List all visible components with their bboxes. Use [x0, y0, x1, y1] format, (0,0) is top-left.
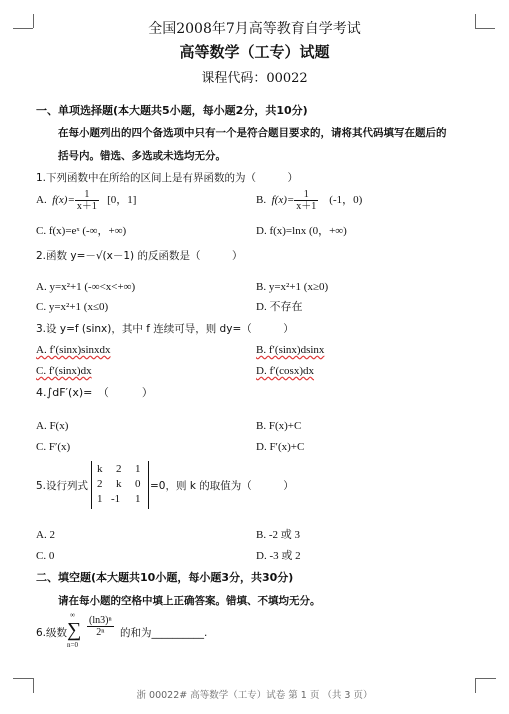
q5-stem-prefix: 5.设行列式 [36, 480, 89, 492]
det-cell: 0 [135, 478, 141, 490]
q2-stem: 2.函数 y=－√(x－1) 的反函数是（ ） [36, 250, 243, 262]
q5-option-a: A. 2 [36, 529, 55, 541]
q6-sigma: ∑ [67, 619, 82, 641]
q6-sigma-lower: n=0 [67, 641, 78, 649]
q6-fraction-den: 2ⁿ [87, 626, 114, 638]
q4-stem: 4.∫dF′(x)= （ ） [36, 386, 153, 399]
q4-option-c: C. F′(x) [36, 441, 71, 453]
section1-instruction-line1: 在每小题列出的四个备选项中只有一个是符合题目要求的，请将其代码填写在题后的 [58, 127, 447, 139]
q1-option-b: B. f(x)= $\frac{1}{x+1}$ (-1，0) [256, 189, 363, 212]
q3-stem: 3.设 y=f (sinx)，其中 f 连续可导，则 dy=（ ） [36, 323, 294, 335]
section2-title: 二、填空题(本大题共10小题，每小题3分，共30分) [36, 571, 294, 584]
q1-stem: 1.下列函数中在所给的区间上是有界函数的为（ ） [36, 172, 299, 184]
exam-title-line1: 全国2008年7月高等教育自学考试 [148, 21, 361, 37]
q2-option-c: C. y=x²+1 (x≤0) [36, 301, 109, 313]
det-cell: k [97, 463, 103, 475]
det-cell: k [116, 478, 122, 490]
det-cell: -1 [111, 493, 121, 505]
page-footer: 浙 00022# 高等数学（工专）试卷 第 1 页 （共 3 页） [136, 690, 373, 701]
q3-option-c: C. f′(sinx)dx [36, 365, 92, 377]
section1-title: 一、单项选择题(本大题共5小题，每小题2分，共10分) [36, 104, 308, 117]
det-cell: 1 [97, 493, 103, 505]
q3-option-a: A. f′(sinx)sinxdx [36, 344, 111, 356]
q5-stem-suffix: =0，则 k 的取值为（ ） [150, 480, 294, 492]
det-cell: 1 [135, 463, 141, 475]
q3-option-d: D. f′(cosx)dx [256, 365, 315, 377]
section1-instruction-line2: 括号内。错选、多选或未选均无分。 [58, 150, 226, 162]
q6-fraction-num: (ln3)ⁿ [89, 615, 112, 626]
q1-option-a: A. f(x)= $\frac{1}{x+1}$ [0，1] [36, 189, 137, 212]
q4-option-b: B. F(x)+C [256, 420, 302, 432]
section2-instruction: 请在每小题的空格中填上正确答案。错填、不填均无分。 [58, 595, 321, 607]
q6-fraction [87, 615, 114, 638]
q2-option-b: B. y=x²+1 (x≥0) [256, 281, 329, 293]
course-code: 课程代码：00022 [201, 71, 308, 86]
q5-option-c: C. 0 [36, 550, 55, 562]
det-cell: 2 [97, 478, 103, 490]
q3-option-b: B. f′(sinx)dsinx [256, 344, 325, 356]
q5-determinant [91, 461, 149, 509]
q5-option-d: D. -3 或 2 [256, 550, 301, 562]
det-cell: 1 [135, 493, 141, 505]
q2-option-d: D. 不存在 [256, 301, 303, 313]
q1-option-c: C. f(x)=eˣ (-∞，+∞) [36, 225, 127, 237]
q5-option-b: B. -2 或 3 [256, 529, 300, 541]
q1-option-d: D. f(x)=lnx (0，+∞) [256, 225, 347, 237]
exam-title-subject: 高等数学（工专）试题 [179, 43, 330, 61]
q6-prefix: 6.级数 [36, 627, 68, 639]
det-cell: 2 [116, 463, 122, 475]
q4-option-d: D. F′(x)+C [256, 441, 305, 453]
q2-option-a: A. y=x²+1 (-∞<x<+∞) [36, 281, 136, 293]
q6-suffix: 的和为__________. [120, 627, 208, 639]
q6-sigma-upper: ∞ [70, 611, 75, 619]
q4-option-a: A. F(x) [36, 420, 69, 432]
